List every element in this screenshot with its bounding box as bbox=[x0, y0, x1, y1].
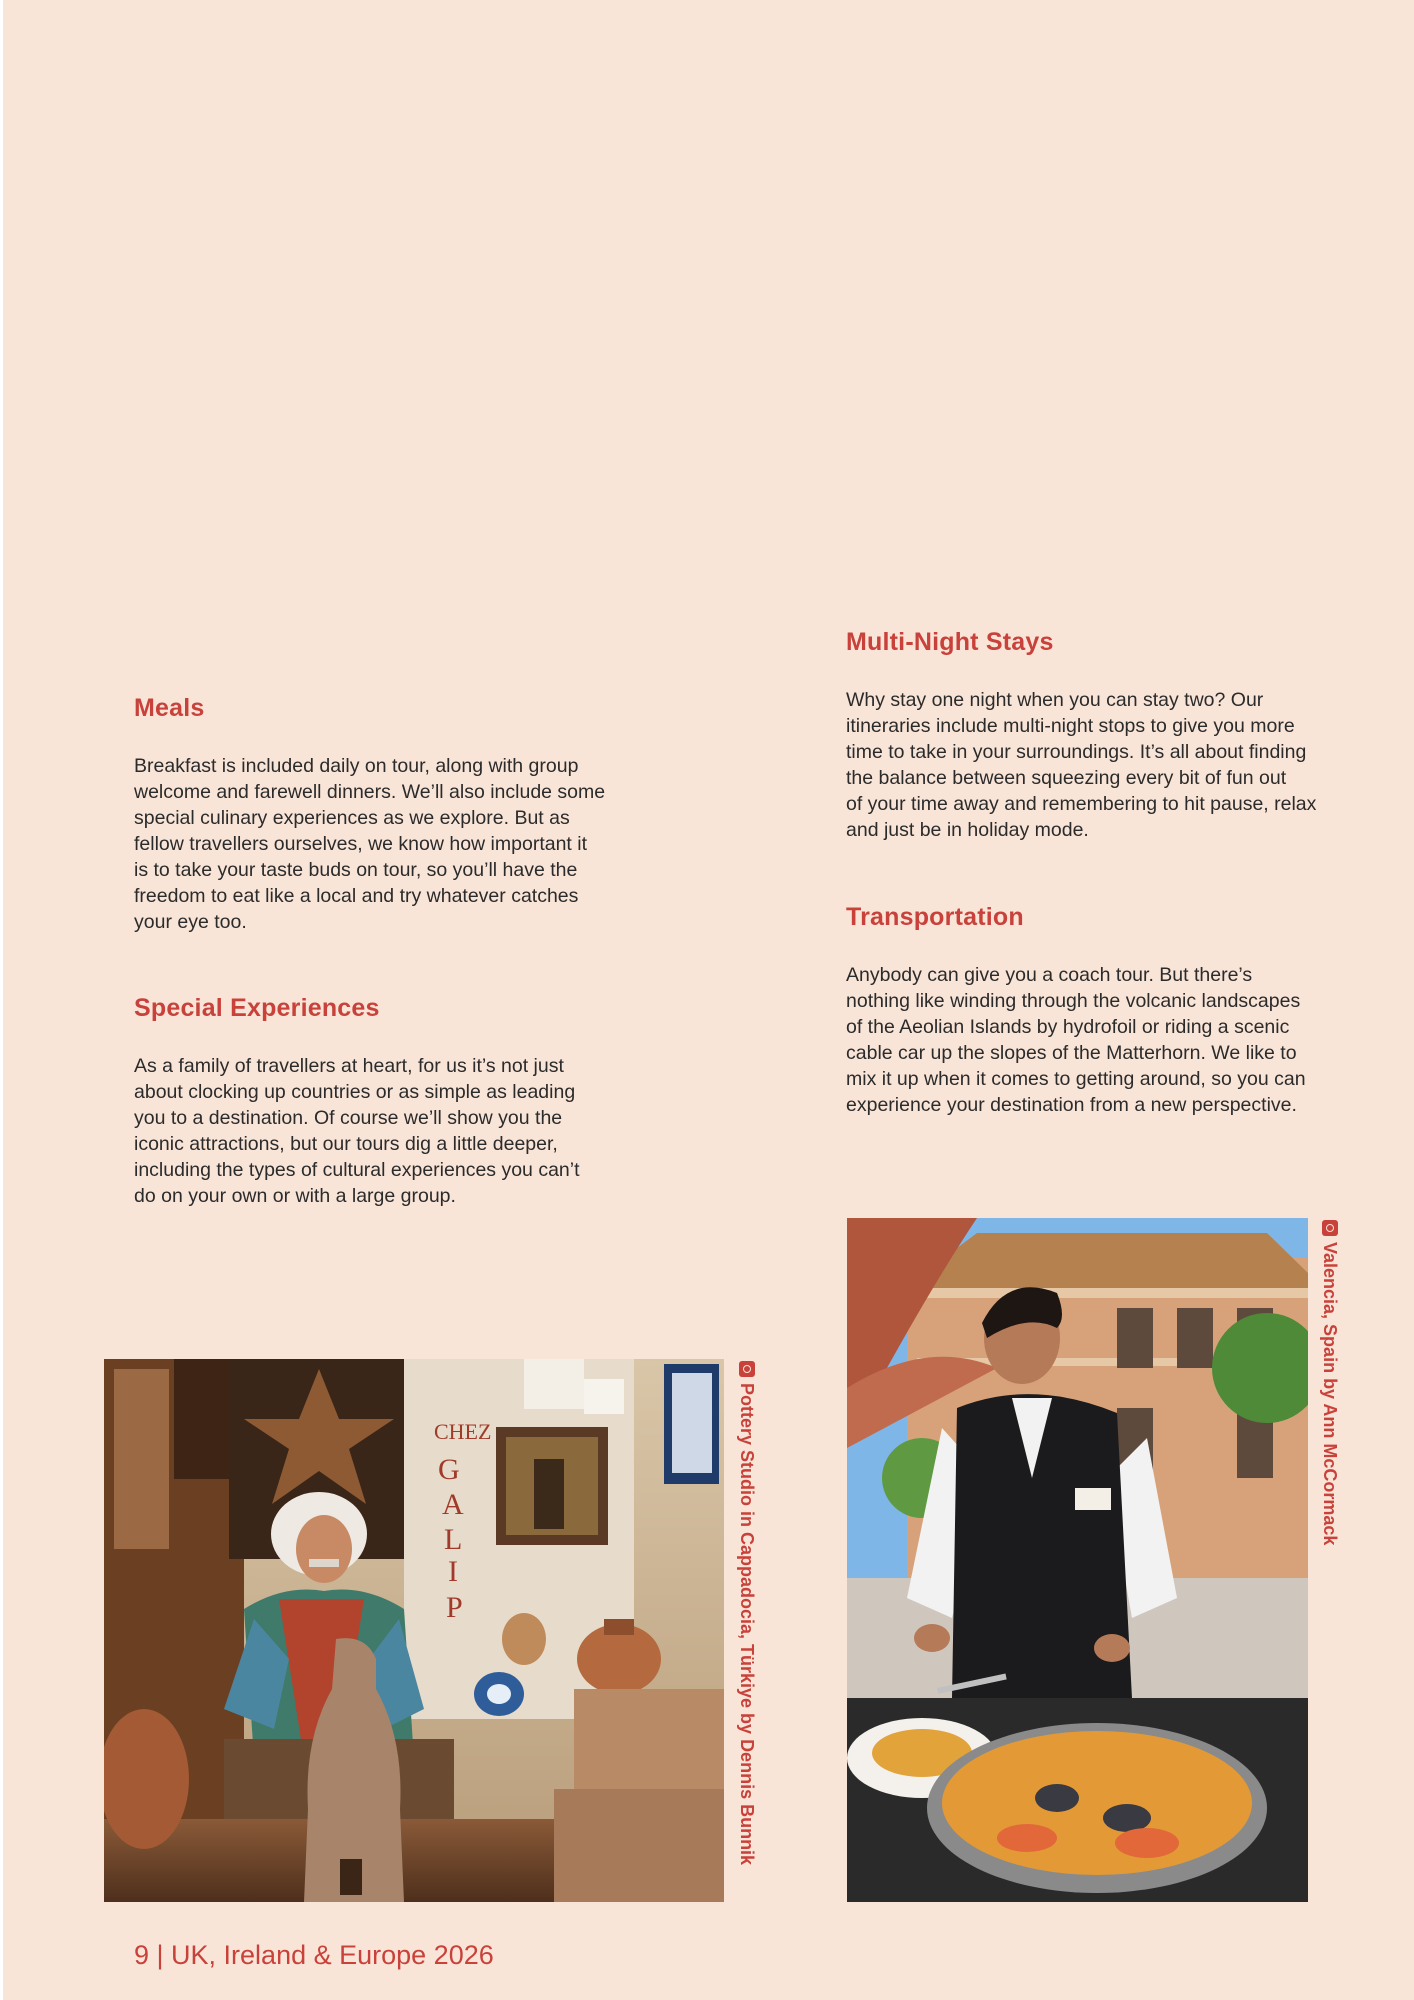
svg-text:P: P bbox=[446, 1591, 463, 1624]
valencia-photo-caption bbox=[1319, 1220, 1340, 1545]
multi-night-heading: Multi-Night Stays bbox=[846, 628, 1054, 656]
section-transportation bbox=[846, 903, 1366, 1118]
svg-text:A: A bbox=[442, 1488, 464, 1521]
page-edge-strip bbox=[0, 0, 3, 2000]
camera-icon bbox=[739, 1361, 755, 1377]
special-experiences-body: As a family of travellers at heart, for us it’s not just about clocking up countries or as simple as leading you to a destination. Of course we’ll show you the iconic attractions, but our tours dig a little deeper, including the types of cultural experiences you can’t do on your own or with a large group. bbox=[134, 1055, 580, 1207]
transportation-heading: Transportation bbox=[846, 903, 1024, 931]
svg-text:I: I bbox=[448, 1555, 458, 1588]
special-experiences-heading: Special Experiences bbox=[134, 994, 380, 1022]
section-special-experiences bbox=[134, 994, 654, 1209]
meals-body: Breakfast is included daily on tour, along with group welcome and farewell dinners. We’ll also include some special culinary experiences as we explore. But as fellow travellers ourselves, we know how important it is to take your taste buds on tour, so you’ll have the freedom to eat like a local and try whatever catches your eye too. bbox=[134, 755, 606, 933]
section-meals bbox=[134, 694, 654, 935]
pottery-studio-photo bbox=[104, 1359, 724, 1902]
svg-text:CHEZ: CHEZ bbox=[434, 1419, 492, 1444]
transportation-body: Anybody can give you a coach tour. But there’s nothing like winding through the volcanic landscapes of the Aeolian Islands by hydrofoil or riding a scenic cable car up the slopes of the Matterhorn. We like to mix it up when it comes to getting around, so you can experience your destination from a new perspective. bbox=[846, 964, 1306, 1116]
valencia-caption-text: Valencia, Spain by Ann McCormack bbox=[1320, 1242, 1340, 1546]
camera-icon bbox=[1322, 1220, 1338, 1236]
page-footer: 9 | UK, Ireland & Europe 2026 bbox=[134, 1940, 494, 1970]
pottery-caption-text: Pottery Studio in Cappadocia, Türkiye by Dennis Bunnik bbox=[737, 1383, 757, 1866]
valencia-waiter-photo bbox=[847, 1218, 1308, 1902]
svg-text:G: G bbox=[438, 1453, 460, 1486]
multi-night-body: Why stay one night when you can stay two? Our itineraries include multi-night stops to give you more time to take in your surroundings. It’s all about finding the balance between squeezing every bit of fun out of your time away and remembering to hit pause, relax and just be in holiday mode. bbox=[846, 689, 1317, 841]
svg-text:L: L bbox=[444, 1523, 463, 1556]
meals-heading: Meals bbox=[134, 694, 205, 722]
pottery-photo-caption bbox=[736, 1361, 757, 1865]
section-multi-night-stays bbox=[846, 628, 1366, 843]
